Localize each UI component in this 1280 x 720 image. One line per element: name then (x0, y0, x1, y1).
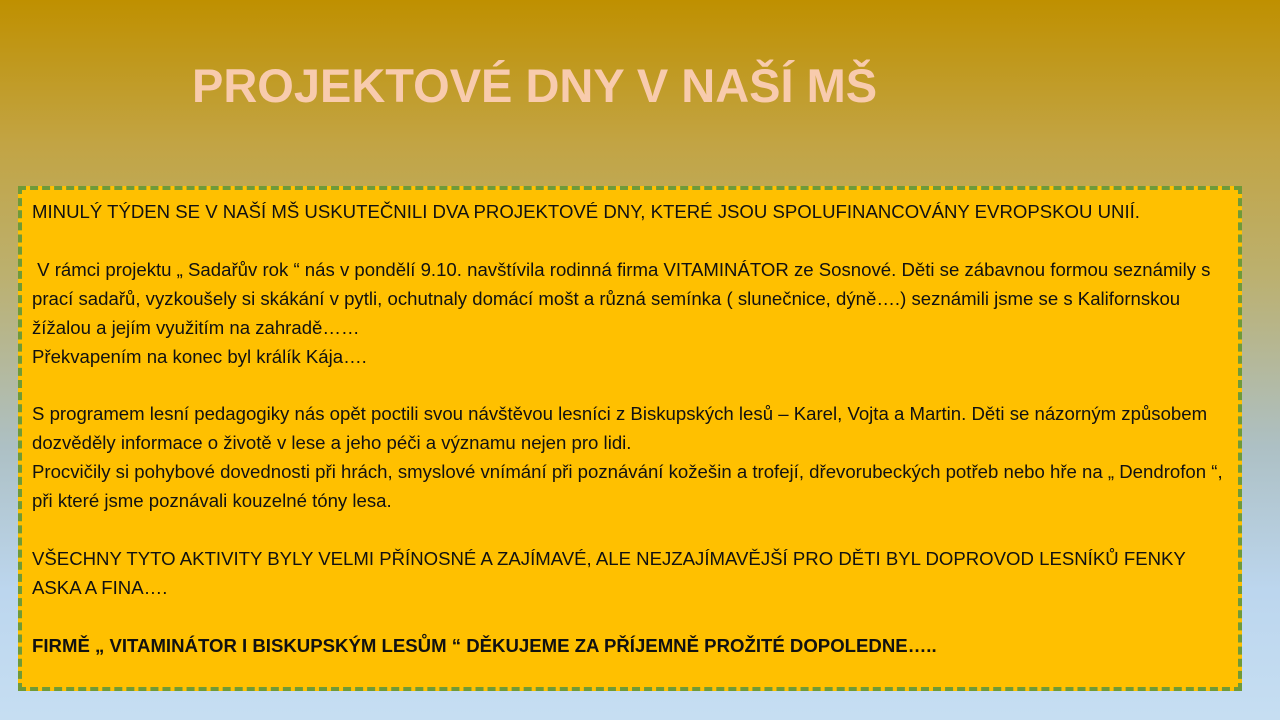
vitaminator-paragraph: V rámci projektu „ Sadařův rok “ nás v pondělí 9.10. navštívila rodinná firma VITAMINÁTOR ze Sosnové. Děti se zábavnou formou seznámily s prací sadařů, vyzkoušely si skákání v pytli, ochutnaly domácí mošt a různá semínka ( slunečnice, dýně….) seznámili jsme se s Kalifornskou žížalou a jejím využitím na zahradě…… (32, 258, 1216, 338)
spacer (32, 371, 1228, 400)
content-box (18, 186, 1242, 691)
surprise-paragraph: Překvapením na konec byl králík Kája…. (32, 345, 367, 367)
intro-paragraph: MINULÝ TÝDEN SE V NAŠÍ MŠ USKUTEČNILI DVA PROJEKTOVÉ DNY, KTERÉ JSOU SPOLUFINANCOVÁNY EVROPSKOU UNIÍ. (32, 201, 1140, 222)
summary-paragraph: VŠECHNY TYTO AKTIVITY BYLY VELMI PŘÍNOSNÉ A ZAJÍMAVÉ, ALE NEJZAJÍMAVĚJŠÍ PRO DĚTI BYL DOPROVOD LESNÍKŮ FENKY ASKA A FINA…. (32, 547, 1186, 598)
thanks-paragraph: FIRMĚ „ VITAMINÁTOR I BISKUPSKÝM LESŮM “ DĚKUJEME ZA PŘÍJEMNĚ PROŽITÉ DOPOLEDNE….. (32, 634, 937, 656)
spacer (32, 603, 1228, 632)
forest-pedagogy-paragraph: S programem lesní pedagogiky nás opět poctili svou návštěvou lesníci z Biskupských lesů – Karel, Vojta a Martin. Děti se názorným způsobem dozvěděly informace o životě v lese a jeho péči a významu nejen pro lidi. (32, 403, 1208, 454)
spacer (32, 516, 1228, 545)
slide-title: PROJEKTOVÉ DNY V NAŠÍ MŠ (192, 59, 878, 112)
activities-paragraph: Procvičily si pohybové dovednosti při hrách, smyslové vnímání při poznávání kožešin a trofejí, dřevorubeckých potřeb nebo hře na „ Dendrofon “, při které jsme poznávali kouzelné tóny lesa. (32, 461, 1223, 512)
spacer (32, 227, 1228, 256)
